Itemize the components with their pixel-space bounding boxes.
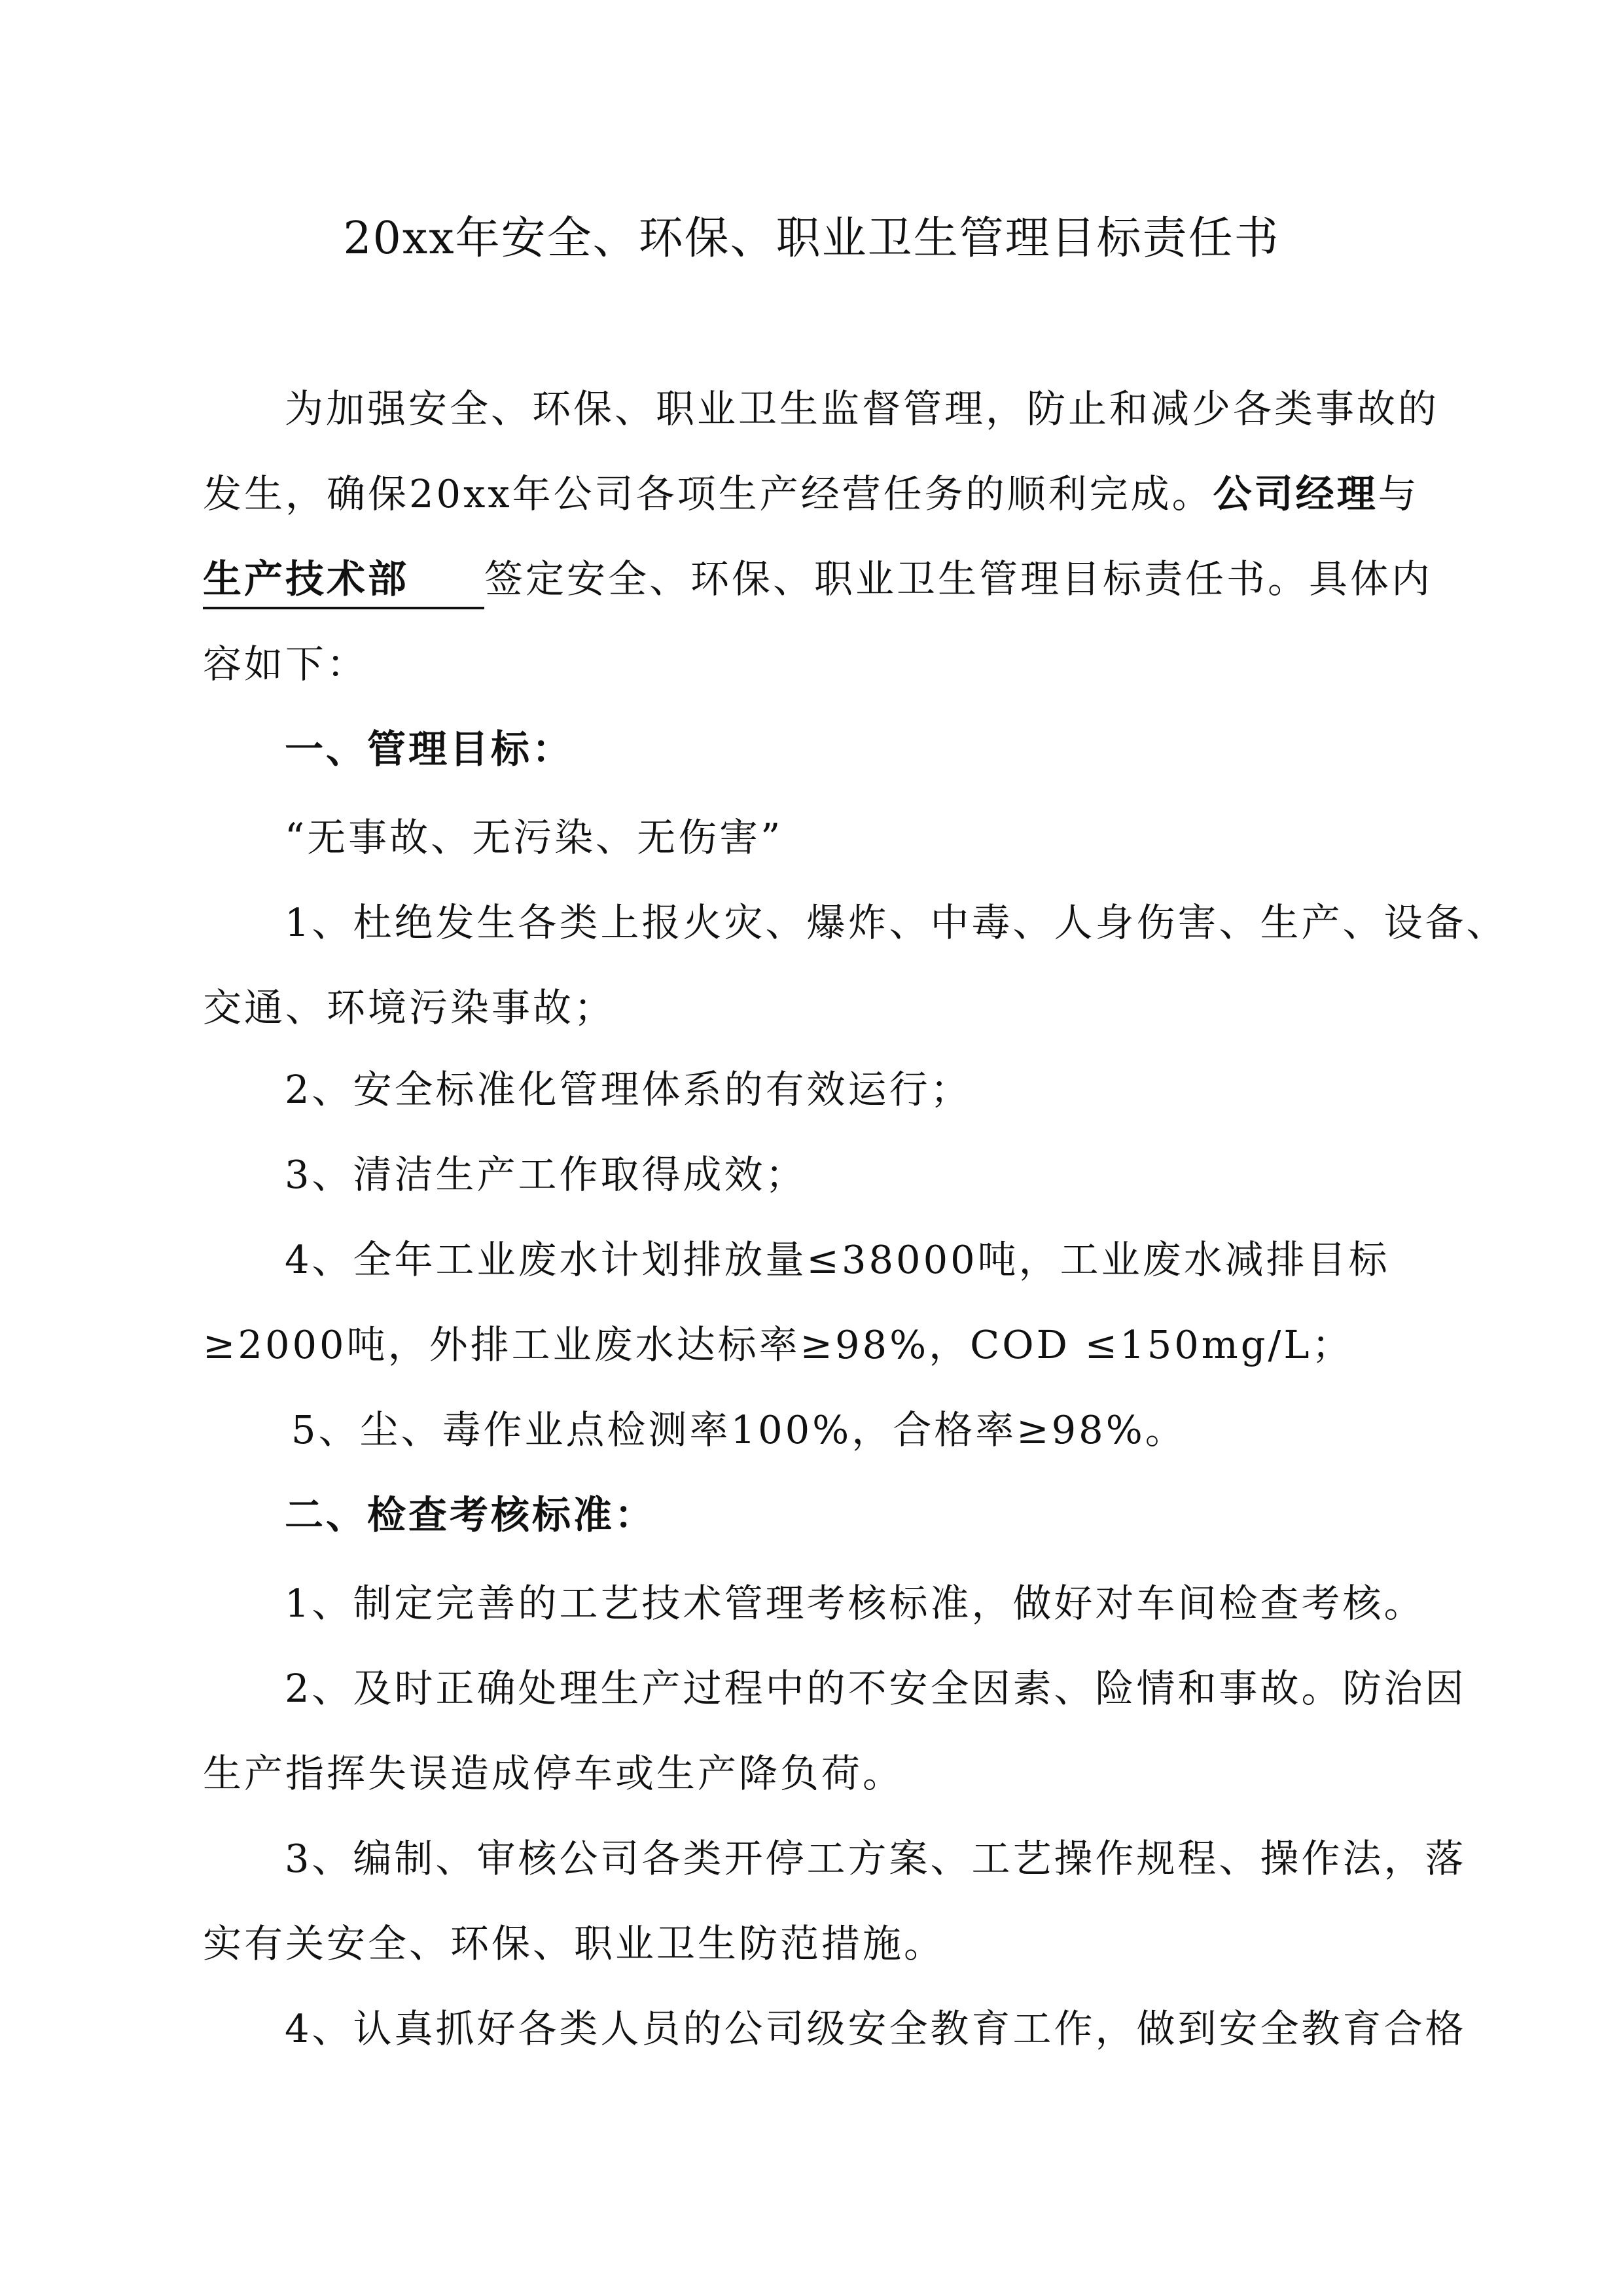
section-2-item-3-line-2: 实有关安全、环保、职业卫生防范措施。	[203, 1921, 946, 1966]
section-1-slogan: “无事故、无污染、无伤害”	[285, 815, 783, 860]
section-2-item-2-line-1: 2、及时正确处理生产过程中的不安全因素、险情和事故。防治因	[285, 1666, 1467, 1711]
section-2-item-2-line-2: 生产指挥失误造成停车或生产降负荷。	[203, 1751, 904, 1796]
intro-line-1: 为加强安全、环保、职业卫生监督管理，防止和减少各类事故的	[285, 386, 1440, 431]
intro-line-2	[203, 468, 1419, 520]
document-title: 20xx年安全、环保、职业卫生管理目标责任书	[343, 213, 1280, 264]
party-a-name: 公司经理	[1213, 471, 1378, 516]
intro-line-2-text: 发生，确保20xx年公司各项生产经营任务的顺利完成。	[203, 471, 1213, 516]
section-1-item-1-line-2: 交通、环境污染事故；	[203, 985, 616, 1030]
intro-line-4: 容如下：	[203, 641, 368, 687]
section-1-item-4-line-2: ≥2000吨，外排工业废水达标率≥98%，COD ≤150mg/L；	[203, 1322, 1353, 1367]
intro-line-3	[203, 553, 1433, 609]
section-1-item-5: 5、尘、毒作业点检测率100%，合格率≥98%。	[291, 1407, 1186, 1452]
section-1-heading: 一、管理目标：	[285, 726, 574, 772]
section-2-item-1: 1、制定完善的工艺技术管理考核标准，做好对车间检查考核。	[285, 1581, 1425, 1626]
section-2-heading: 二、检查考核标准：	[285, 1492, 656, 1537]
section-1-item-3: 3、清洁生产工作取得成效；	[285, 1152, 807, 1197]
intro-conjunction: 与	[1378, 471, 1419, 516]
section-1-item-4-line-1: 4、全年工业废水计划排放量≤38000吨，工业废水减排目标	[285, 1237, 1390, 1282]
intro-line-3-text: 签定安全、环保、职业卫生管理目标责任书。具体内	[484, 556, 1433, 601]
section-1-item-2: 2、安全标准化管理体系的有效运行；	[285, 1067, 972, 1112]
section-2-item-4-line-1: 4、认真抓好各类人员的公司级安全教育工作，做到安全教育合格	[285, 2006, 1467, 2051]
party-b-name: 生产技术部	[203, 553, 484, 609]
section-2-item-3-line-1: 3、编制、审核公司各类开停工方案、工艺操作规程、操作法，落	[285, 1836, 1467, 1881]
section-1-item-1-line-1: 1、杜绝发生各类上报火灾、爆炸、中毒、人身伤害、生产、设备、	[285, 900, 1508, 945]
